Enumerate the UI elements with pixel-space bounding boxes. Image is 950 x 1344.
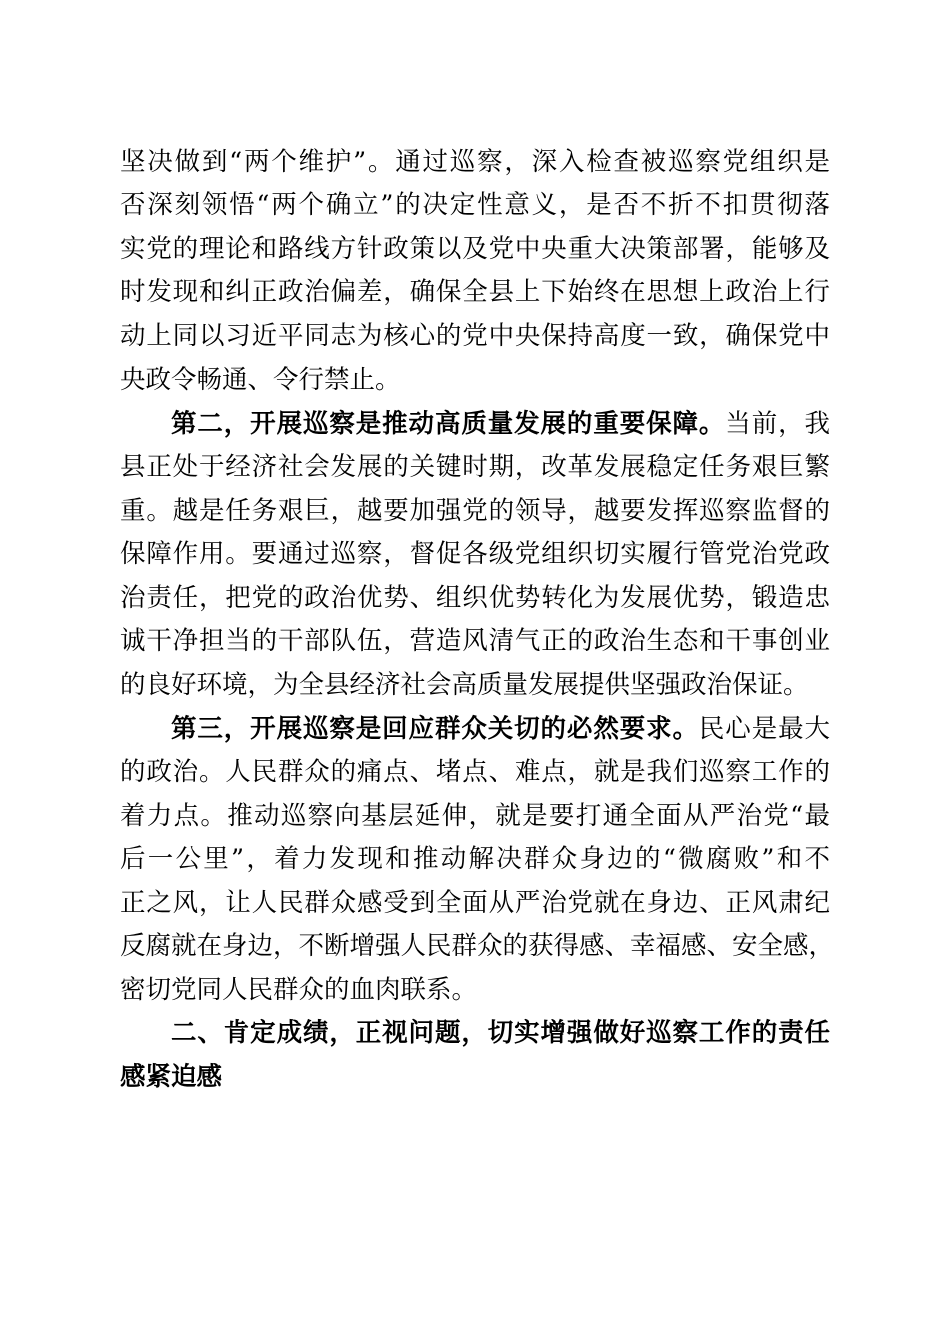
body-line: 诚干净担当的干部队伍，营造风清气正的政治生态和干事创业 (120, 626, 830, 656)
body-line: 央政令畅通、令行禁止。 (120, 365, 401, 395)
body-line: 后一公里”，着力发现和推动解决群众身边的“微腐败”和不 (120, 844, 830, 874)
body-line: 保障作用。要通过巡察，督促各级党组织切实履行管党治党政 (120, 539, 830, 569)
body-line: 着力点。推动巡察向基层延伸，就是要打通全面从严治党“最 (120, 801, 830, 831)
body-line: 正之风，让人民群众感受到全面从严治党就在身边、正风肃纪 (120, 888, 830, 918)
body-line: 的政治。人民群众的痛点、堵点、难点，就是我们巡察工作的 (120, 757, 830, 787)
paragraph-2-lead-rest: 当前，我 (725, 409, 830, 439)
section-heading-line-2: 感紧迫感 (120, 1062, 223, 1092)
body-line: 反腐就在身边，不断增强人民群众的获得感、幸福感、安全感， (120, 931, 835, 961)
body-line: 县正处于经济社会发展的关键时期，改革发展稳定任务艰巨繁 (120, 452, 830, 482)
body-line: 治责任，把党的政治优势、组织优势转化为发展优势，锻造忠 (120, 583, 830, 613)
body-line: 密切党同人民群众的血肉联系。 (120, 975, 478, 1005)
body-line: 否深刻领悟“两个确立”的决定性意义，是否不折不扣贯彻落 (120, 190, 830, 220)
body-line: 实党的理论和路线方针政策以及党中央重大决策部署，能够及 (120, 234, 830, 264)
body-line: 的良好环境，为全县经济社会高质量发展提供坚强政治保证。 (120, 670, 809, 700)
paragraph-3-first-line (171, 709, 830, 749)
section-heading-line-1: 二、肯定成绩，正视问题，切实增强做好巡察工作的责任 (171, 1018, 830, 1048)
body-line: 动上同以习近平同志为核心的党中央保持高度一致，确保党中 (120, 321, 830, 351)
body-line: 坚决做到“两个维护”。通过巡察，深入检查被巡察党组织是 (120, 147, 830, 177)
paragraph-3-lead: 第三，开展巡察是回应群众关切的必然要求。 (171, 714, 699, 744)
paragraph-2-lead: 第二，开展巡察是推动高质量发展的重要保障。 (171, 409, 726, 439)
paragraph-3-lead-rest: 民心是最大 (698, 714, 830, 744)
body-line: 时发现和纠正政治偏差，确保全县上下始终在思想上政治上行 (120, 277, 830, 307)
paragraph-2-first-line (171, 404, 830, 444)
body-line: 重。越是任务艰巨，越要加强党的领导，越要发挥巡察监督的 (120, 496, 830, 526)
